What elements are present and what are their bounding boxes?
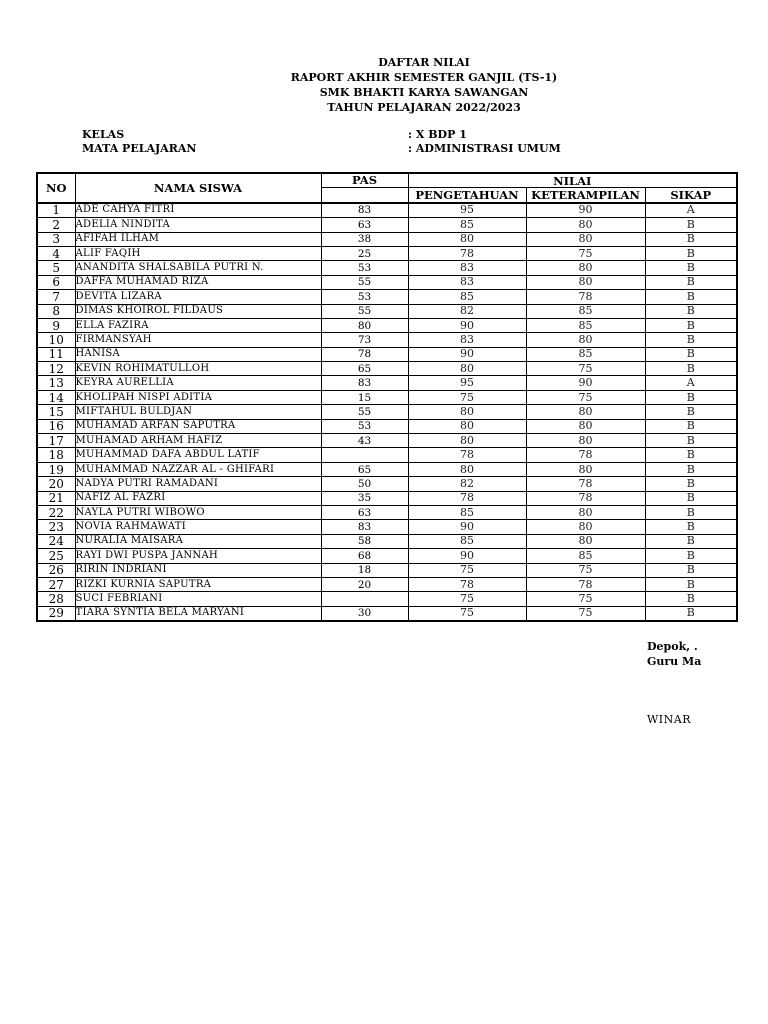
student-name: RAYI DWI PUSPA JANNAH — [75, 549, 321, 563]
pas-score: 30 — [321, 606, 408, 621]
table-row — [37, 549, 737, 563]
pas-score: 65 — [321, 462, 408, 476]
pengetahuan-score: 95 — [408, 203, 526, 218]
keterampilan-score: 85 — [526, 347, 645, 361]
row-number: 10 — [37, 333, 75, 347]
keterampilan-score: 78 — [526, 448, 645, 462]
row-number: 25 — [37, 549, 75, 563]
pas-score: 68 — [321, 549, 408, 563]
pengetahuan-score: 85 — [408, 505, 526, 519]
keterampilan-score: 80 — [526, 505, 645, 519]
sikap-grade: B — [645, 405, 737, 419]
sikap-grade: B — [645, 491, 737, 505]
academic-year: TAHUN PELAJARAN 2022/2023 — [327, 101, 521, 114]
pas-score: 53 — [321, 290, 408, 304]
kelas-value: : X BDP 1 — [408, 128, 467, 141]
keterampilan-score: 80 — [526, 232, 645, 246]
pengetahuan-score: 78 — [408, 491, 526, 505]
student-name: KEVIN ROHIMATULLOH — [75, 362, 321, 376]
pas-score: 20 — [321, 577, 408, 591]
col-pengetahuan-header: PENGETAHUAN — [408, 188, 526, 203]
keterampilan-score: 80 — [526, 462, 645, 476]
row-number: 18 — [37, 448, 75, 462]
table-row — [37, 434, 737, 448]
table-row — [37, 491, 737, 505]
keterampilan-score: 78 — [526, 290, 645, 304]
sikap-grade: B — [645, 477, 737, 491]
student-name: NAFIZ AL FAZRI — [75, 491, 321, 505]
row-number: 19 — [37, 462, 75, 476]
pas-score: 63 — [321, 218, 408, 232]
table-row — [37, 318, 737, 332]
table-row — [37, 419, 737, 433]
pas-score: 25 — [321, 246, 408, 260]
table-row — [37, 261, 737, 275]
row-number: 22 — [37, 505, 75, 519]
row-number: 8 — [37, 304, 75, 318]
student-name: MUHAMAD ARHAM HAFIZ — [75, 434, 321, 448]
pengetahuan-score: 90 — [408, 520, 526, 534]
doc-subtitle: RAPORT AKHIR SEMESTER GANJIL (TS-1) — [290, 71, 558, 84]
pengetahuan-score: 80 — [408, 232, 526, 246]
sikap-grade: A — [645, 203, 737, 218]
sikap-grade: B — [645, 534, 737, 548]
pas-score — [321, 592, 408, 606]
row-number: 24 — [37, 534, 75, 548]
pas-score: 83 — [321, 203, 408, 218]
student-name: KEYRA AURELLIA — [75, 376, 321, 390]
student-name: NOVIA RAHMAWATI — [75, 520, 321, 534]
pas-score: 43 — [321, 434, 408, 448]
keterampilan-score: 80 — [526, 434, 645, 448]
row-number: 16 — [37, 419, 75, 433]
pas-score: 58 — [321, 534, 408, 548]
table-row — [37, 275, 737, 289]
keterampilan-score: 78 — [526, 491, 645, 505]
table-row — [37, 304, 737, 318]
row-number: 4 — [37, 246, 75, 260]
student-name: MUHAMMAD NAZZAR AL - GHIFARI — [75, 462, 321, 476]
student-name: HANISA — [75, 347, 321, 361]
table-row — [37, 218, 737, 232]
table-row — [37, 577, 737, 591]
table-row — [37, 347, 737, 361]
keterampilan-score: 75 — [526, 592, 645, 606]
keterampilan-score: 90 — [526, 203, 645, 218]
col-nilai-header: NILAI — [408, 173, 737, 188]
sikap-grade: B — [645, 304, 737, 318]
sikap-grade: B — [645, 261, 737, 275]
keterampilan-score: 90 — [526, 376, 645, 390]
pengetahuan-score: 75 — [408, 606, 526, 621]
pengetahuan-score: 83 — [408, 261, 526, 275]
pas-score: 35 — [321, 491, 408, 505]
table-row — [37, 477, 737, 491]
row-number: 14 — [37, 390, 75, 404]
pengetahuan-score: 85 — [408, 218, 526, 232]
student-name: MUHAMMAD DAFA ABDUL LATIF — [75, 448, 321, 462]
student-name: NAYLA PUTRI WIBOWO — [75, 505, 321, 519]
col-keterampilan-header: KETERAMPILAN — [526, 188, 645, 203]
pengetahuan-score: 85 — [408, 290, 526, 304]
pas-score: 55 — [321, 405, 408, 419]
col-sikap-header: SIKAP — [645, 188, 737, 203]
keterampilan-score: 80 — [526, 419, 645, 433]
student-name: ALIF FAQIH — [75, 246, 321, 260]
pas-score: 50 — [321, 477, 408, 491]
row-number: 15 — [37, 405, 75, 419]
sikap-grade: B — [645, 505, 737, 519]
table-row — [37, 520, 737, 534]
row-number: 17 — [37, 434, 75, 448]
keterampilan-score: 78 — [526, 477, 645, 491]
pengetahuan-score: 80 — [408, 434, 526, 448]
keterampilan-score: 75 — [526, 390, 645, 404]
pas-score: 63 — [321, 505, 408, 519]
row-number: 20 — [37, 477, 75, 491]
table-row — [37, 290, 737, 304]
document-title-block — [0, 55, 768, 115]
signature-place-date: Depok, . — [647, 640, 698, 653]
student-name: ADELIA NINDITA — [75, 218, 321, 232]
keterampilan-score: 80 — [526, 520, 645, 534]
table-row — [37, 505, 737, 519]
sikap-grade: B — [645, 290, 737, 304]
sikap-grade: B — [645, 218, 737, 232]
pas-score: 78 — [321, 347, 408, 361]
row-number: 13 — [37, 376, 75, 390]
pas-score: 53 — [321, 261, 408, 275]
pas-score: 15 — [321, 390, 408, 404]
keterampilan-score: 80 — [526, 333, 645, 347]
table-row — [37, 448, 737, 462]
keterampilan-score: 75 — [526, 362, 645, 376]
student-name: DEVITA LIZARA — [75, 290, 321, 304]
sikap-grade: B — [645, 232, 737, 246]
table-row — [37, 563, 737, 577]
sikap-grade: B — [645, 448, 737, 462]
pas-score: 65 — [321, 362, 408, 376]
grades-table-body — [37, 203, 737, 621]
table-row — [37, 232, 737, 246]
pengetahuan-score: 83 — [408, 333, 526, 347]
pengetahuan-score: 78 — [408, 246, 526, 260]
sikap-grade: B — [645, 347, 737, 361]
sikap-grade: B — [645, 434, 737, 448]
row-number: 11 — [37, 347, 75, 361]
row-number: 28 — [37, 592, 75, 606]
pengetahuan-score: 90 — [408, 318, 526, 332]
col-pas-header: PAS — [321, 173, 408, 188]
keterampilan-score: 75 — [526, 246, 645, 260]
row-number: 2 — [37, 218, 75, 232]
pas-score: 83 — [321, 520, 408, 534]
table-row — [37, 203, 737, 218]
row-number: 12 — [37, 362, 75, 376]
table-row — [37, 362, 737, 376]
keterampilan-score: 75 — [526, 606, 645, 621]
row-number: 3 — [37, 232, 75, 246]
table-row — [37, 606, 737, 621]
pas-score: 55 — [321, 275, 408, 289]
col-pas-subheader — [321, 188, 408, 203]
student-name: KHOLIPAH NISPI ADITIA — [75, 390, 321, 404]
student-name: MIFTAHUL BULDJAN — [75, 405, 321, 419]
sikap-grade: B — [645, 333, 737, 347]
table-row — [37, 592, 737, 606]
sikap-grade: B — [645, 362, 737, 376]
keterampilan-score: 75 — [526, 563, 645, 577]
pengetahuan-score: 82 — [408, 477, 526, 491]
table-row — [37, 246, 737, 260]
table-row — [37, 405, 737, 419]
col-no-header: NO — [37, 173, 75, 203]
pengetahuan-score: 75 — [408, 592, 526, 606]
kelas-label: KELAS — [82, 128, 125, 141]
pengetahuan-score: 78 — [408, 448, 526, 462]
keterampilan-score: 80 — [526, 261, 645, 275]
student-name: ANANDITA SHALSABILA PUTRI N. — [75, 261, 321, 275]
sikap-grade: B — [645, 318, 737, 332]
sikap-grade: B — [645, 246, 737, 260]
keterampilan-score: 80 — [526, 405, 645, 419]
student-name: NADYA PUTRI RAMADANI — [75, 477, 321, 491]
student-name: ADE CAHYA FITRI — [75, 203, 321, 218]
pas-score: 83 — [321, 376, 408, 390]
sikap-grade: A — [645, 376, 737, 390]
table-row — [37, 390, 737, 404]
keterampilan-score: 78 — [526, 577, 645, 591]
pengetahuan-score: 80 — [408, 362, 526, 376]
row-number: 21 — [37, 491, 75, 505]
student-name: DIMAS KHOIROL FILDAUS — [75, 304, 321, 318]
student-name: RIRIN INDRIANI — [75, 563, 321, 577]
row-number: 27 — [37, 577, 75, 591]
pas-score: 55 — [321, 304, 408, 318]
table-row — [37, 462, 737, 476]
pas-score: 53 — [321, 419, 408, 433]
sikap-grade: B — [645, 462, 737, 476]
pas-score: 18 — [321, 563, 408, 577]
row-number: 29 — [37, 606, 75, 621]
pengetahuan-score: 80 — [408, 419, 526, 433]
pas-score — [321, 448, 408, 462]
pengetahuan-score: 75 — [408, 390, 526, 404]
student-name: DAFFA MUHAMAD RIZA — [75, 275, 321, 289]
keterampilan-score: 85 — [526, 549, 645, 563]
signature-name: WINAR — [647, 713, 692, 726]
pengetahuan-score: 95 — [408, 376, 526, 390]
pengetahuan-score: 75 — [408, 563, 526, 577]
table-row — [37, 333, 737, 347]
pengetahuan-score: 82 — [408, 304, 526, 318]
sikap-grade: B — [645, 577, 737, 591]
sikap-grade: B — [645, 390, 737, 404]
row-number: 6 — [37, 275, 75, 289]
row-number: 7 — [37, 290, 75, 304]
student-name: ELLA FAZIRA — [75, 318, 321, 332]
keterampilan-score: 80 — [526, 275, 645, 289]
row-number: 1 — [37, 203, 75, 218]
sikap-grade: B — [645, 563, 737, 577]
student-name: FIRMANSYAH — [75, 333, 321, 347]
pengetahuan-score: 83 — [408, 275, 526, 289]
keterampilan-score: 80 — [526, 534, 645, 548]
signature-role: Guru Ma — [647, 655, 702, 668]
sikap-grade: B — [645, 549, 737, 563]
grades-table — [36, 172, 738, 622]
sikap-grade: B — [645, 592, 737, 606]
pengetahuan-score: 90 — [408, 549, 526, 563]
pas-score: 73 — [321, 333, 408, 347]
col-name-header: NAMA SISWA — [75, 173, 321, 203]
mapel-label: MATA PELAJARAN — [82, 142, 197, 155]
student-name: NURALIA MAISARA — [75, 534, 321, 548]
pengetahuan-score: 90 — [408, 347, 526, 361]
keterampilan-score: 80 — [526, 218, 645, 232]
pas-score: 80 — [321, 318, 408, 332]
keterampilan-score: 85 — [526, 304, 645, 318]
student-name: AFIFAH ILHAM — [75, 232, 321, 246]
pas-score: 38 — [321, 232, 408, 246]
sikap-grade: B — [645, 275, 737, 289]
doc-title: DAFTAR NILAI — [378, 56, 470, 69]
pengetahuan-score: 80 — [408, 405, 526, 419]
pengetahuan-score: 78 — [408, 577, 526, 591]
sikap-grade: B — [645, 520, 737, 534]
row-number: 26 — [37, 563, 75, 577]
student-name: TIARA SYNTIA BELA MARYANI — [75, 606, 321, 621]
pengetahuan-score: 80 — [408, 462, 526, 476]
row-number: 23 — [37, 520, 75, 534]
mapel-value: : ADMINISTRASI UMUM — [408, 142, 561, 155]
row-number: 9 — [37, 318, 75, 332]
table-row — [37, 376, 737, 390]
student-name: SUCI FEBRIANI — [75, 592, 321, 606]
student-name: RIZKI KURNIA SAPUTRA — [75, 577, 321, 591]
student-name: MUHAMAD ARFAN SAPUTRA — [75, 419, 321, 433]
sikap-grade: B — [645, 606, 737, 621]
sikap-grade: B — [645, 419, 737, 433]
school-name: SMK BHAKTI KARYA SAWANGAN — [319, 86, 529, 99]
keterampilan-score: 85 — [526, 318, 645, 332]
table-row — [37, 534, 737, 548]
pengetahuan-score: 85 — [408, 534, 526, 548]
row-number: 5 — [37, 261, 75, 275]
